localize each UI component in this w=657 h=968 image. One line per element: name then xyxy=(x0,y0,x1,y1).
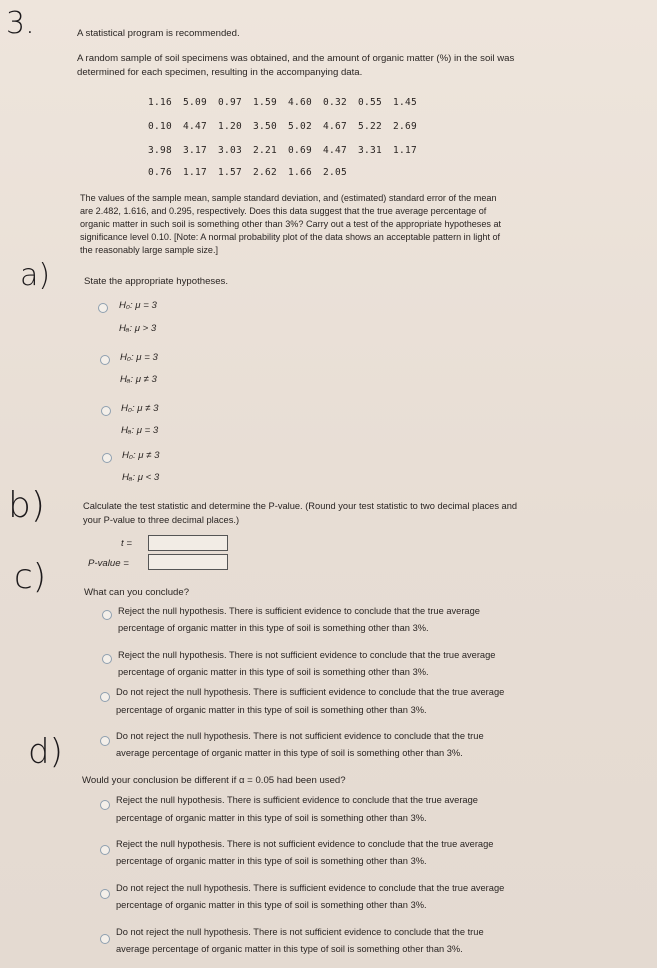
hypothesis-option-4-ha: Hₐ: μ < 3 xyxy=(122,472,160,483)
data-row xyxy=(148,121,428,132)
conclusion-c-option-2-radio[interactable] xyxy=(102,654,112,664)
conclusion-d-option-3-line-1: Do not reject the null hypothesis. There is sufficient evidence to conclude that the true average xyxy=(116,883,505,893)
data-cell: 2.62 xyxy=(253,167,278,178)
description-line: organic matter in such soil is something other than 3%? Carry out a test of the appropriate hypotheses at xyxy=(80,219,502,229)
conclusion-d-option-4-radio[interactable] xyxy=(100,934,110,944)
data-cell: 5.02 xyxy=(288,121,313,132)
data-cell: 2.05 xyxy=(323,167,348,178)
data-cell: 1.17 xyxy=(393,145,418,156)
data-cell: 0.69 xyxy=(288,145,313,156)
conclusion-c-option-3-radio[interactable] xyxy=(100,692,110,702)
conclusion-d-option-1-line-2: percentage of organic matter in this type of soil is something other than 3%. xyxy=(116,813,427,823)
hypothesis-option-1-ha: Hₐ: μ > 3 xyxy=(119,323,157,334)
hypothesis-option-2-ha: Hₐ: μ ≠ 3 xyxy=(120,374,157,385)
data-cell: 1.17 xyxy=(183,167,208,178)
intro-line-2: determined for each specimen, resulting in the accompanying data. xyxy=(77,67,363,78)
hypothesis-option-1-radio[interactable] xyxy=(98,303,108,313)
data-cell: 5.09 xyxy=(183,97,208,108)
conclusion-c-option-1-line-1: Reject the null hypothesis. There is sufficient evidence to conclude that the true average xyxy=(118,606,480,616)
conclusion-c-option-1-line-2: percentage of organic matter in this type of soil is something other than 3%. xyxy=(118,623,429,633)
data-cell: 3.98 xyxy=(148,145,173,156)
intro-line-1: A random sample of soil specimens was obtained, and the amount of organic matter (%) in the soil was xyxy=(77,53,515,64)
part-b-prompt-line-1: Calculate the test statistic and determine the P-value. (Round your test statistic to two decimal places and xyxy=(83,501,518,511)
data-cell: 1.59 xyxy=(253,97,278,108)
handwritten-question-number: 3. xyxy=(6,6,35,41)
hypothesis-option-2-radio[interactable] xyxy=(100,355,110,365)
data-cell: 1.16 xyxy=(148,97,173,108)
conclusion-c-option-3-line-1: Do not reject the null hypothesis. There is sufficient evidence to conclude that the true average xyxy=(116,687,505,697)
conclusion-c-option-2-line-1: Reject the null hypothesis. There is not sufficient evidence to conclude that the true average xyxy=(118,650,496,660)
data-row xyxy=(148,97,428,108)
conclusion-c-option-2-line-2: percentage of organic matter in this type of soil is something other than 3%. xyxy=(118,667,429,677)
data-cell: 2.21 xyxy=(253,145,278,156)
conclusion-d-option-3-radio[interactable] xyxy=(100,889,110,899)
handwritten-part-c: c) xyxy=(14,557,46,597)
data-cell: 4.47 xyxy=(323,145,348,156)
data-row xyxy=(148,145,428,156)
conclusion-c-option-3-line-2: percentage of organic matter in this type of soil is something other than 3%. xyxy=(116,705,427,715)
data-cell: 3.50 xyxy=(253,121,278,132)
p-value-input[interactable] xyxy=(148,554,228,570)
data-cell: 1.45 xyxy=(393,97,418,108)
data-row xyxy=(148,167,358,178)
t-statistic-input[interactable] xyxy=(148,535,228,551)
data-cell: 4.47 xyxy=(183,121,208,132)
hypothesis-option-4-radio[interactable] xyxy=(102,453,112,463)
description-line: significance level 0.10. [Note: A normal probability plot of the data shows an acceptable pattern in light of xyxy=(80,232,501,242)
conclusion-d-option-2-radio[interactable] xyxy=(100,845,110,855)
conclusion-c-option-4-radio[interactable] xyxy=(100,736,110,746)
conclusion-d-option-4-line-2: average percentage of organic matter in this type of soil is something other than 3%. xyxy=(116,944,463,954)
data-cell: 0.76 xyxy=(148,167,173,178)
conclusion-d-option-1-radio[interactable] xyxy=(100,800,110,810)
data-cell: 0.55 xyxy=(358,97,383,108)
data-cell: 5.22 xyxy=(358,121,383,132)
t-statistic-label: t = xyxy=(121,538,132,549)
handwritten-part-d: d) xyxy=(28,732,63,772)
conclusion-d-option-3-line-2: percentage of organic matter in this type of soil is something other than 3%. xyxy=(116,900,427,910)
data-cell: 3.03 xyxy=(218,145,243,156)
data-cell: 4.60 xyxy=(288,97,313,108)
hypothesis-option-4-h0: H₀: μ ≠ 3 xyxy=(122,450,160,461)
part-a-prompt: State the appropriate hypotheses. xyxy=(84,276,229,287)
part-d-prompt: Would your conclusion be different if α = 0.05 had been used? xyxy=(82,775,346,786)
header-note: A statistical program is recommended. xyxy=(77,28,240,39)
hypothesis-option-3-radio[interactable] xyxy=(101,406,111,416)
data-cell: 0.97 xyxy=(218,97,243,108)
data-cell: 0.32 xyxy=(323,97,348,108)
data-cell: 2.69 xyxy=(393,121,418,132)
description-line: are 2.482, 1.616, and 0.295, respectively. Does this data suggest that the true average percentage of xyxy=(80,206,487,216)
p-value-label: P-value = xyxy=(88,558,129,569)
conclusion-d-option-2-line-2: percentage of organic matter in this type of soil is something other than 3%. xyxy=(116,856,427,866)
data-cell: 1.57 xyxy=(218,167,243,178)
data-cell: 3.17 xyxy=(183,145,208,156)
conclusion-c-option-4-line-1: Do not reject the null hypothesis. There is not sufficient evidence to conclude that the true xyxy=(116,731,484,741)
conclusion-c-option-4-line-2: average percentage of organic matter in this type of soil is something other than 3%. xyxy=(116,748,463,758)
hypothesis-option-2-h0: H₀: μ = 3 xyxy=(120,352,158,363)
data-cell: 3.31 xyxy=(358,145,383,156)
hypothesis-option-1-h0: H₀: μ = 3 xyxy=(119,300,157,311)
part-b-prompt-line-2: your P-value to three decimal places.) xyxy=(83,515,240,525)
handwritten-part-b: b) xyxy=(8,485,45,526)
hypothesis-option-3-ha: Hₐ: μ = 3 xyxy=(121,425,159,436)
conclusion-d-option-4-line-1: Do not reject the null hypothesis. There is not sufficient evidence to conclude that the true xyxy=(116,927,484,937)
conclusion-c-option-1-radio[interactable] xyxy=(102,610,112,620)
handwritten-part-a: a) xyxy=(20,258,51,293)
conclusion-d-option-2-line-1: Reject the null hypothesis. There is not sufficient evidence to conclude that the true average xyxy=(116,839,494,849)
data-cell: 1.20 xyxy=(218,121,243,132)
conclusion-d-option-1-line-1: Reject the null hypothesis. There is sufficient evidence to conclude that the true average xyxy=(116,795,478,805)
description-line: The values of the sample mean, sample standard deviation, and (estimated) standard error of the mean xyxy=(80,193,497,203)
description-line: the reasonably large sample size.] xyxy=(80,245,218,255)
data-cell: 4.67 xyxy=(323,121,348,132)
data-cell: 1.66 xyxy=(288,167,313,178)
hypothesis-option-3-h0: H₀: μ ≠ 3 xyxy=(121,403,159,414)
data-cell: 0.10 xyxy=(148,121,173,132)
part-c-prompt: What can you conclude? xyxy=(84,587,190,598)
